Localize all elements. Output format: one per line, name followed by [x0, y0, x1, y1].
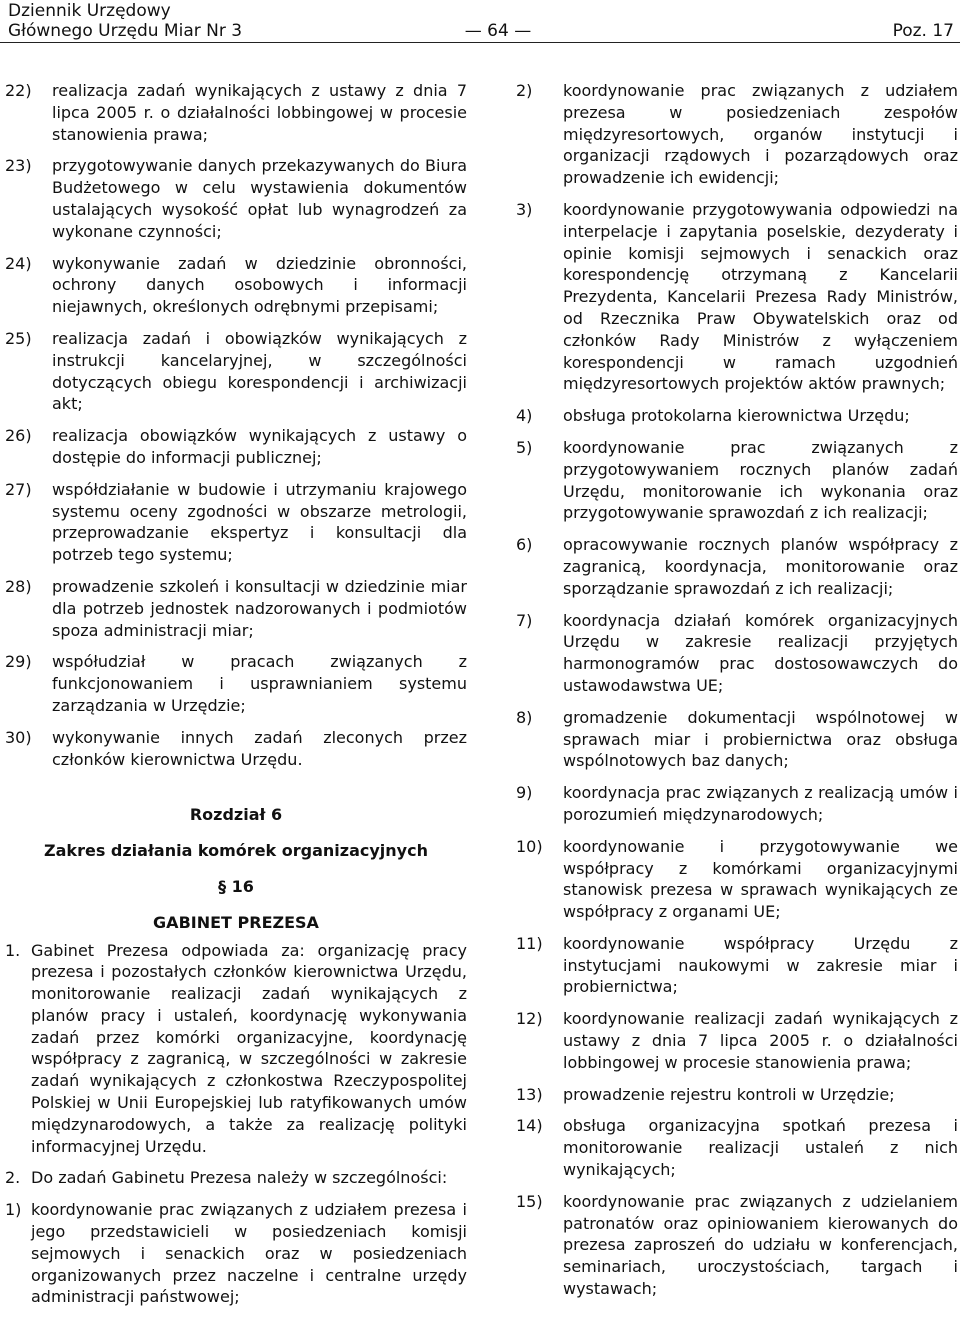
list-item: [516, 933, 958, 998]
item-text: przygotowywanie danych przekazywanych do Biura Budżetowego w celu wystawienia dokumentów ustalających wysokość opłat lub wynagrodzeń za wykonane czynności;: [52, 156, 467, 241]
right-item-list: [516, 80, 958, 1300]
item-text: prowadzenie rejestru kontroli w Urzędzie;: [563, 1084, 895, 1104]
item-text: koordynowanie prac związanych z przygotowywaniem rocznych planów zadań Urzędu, monitorowanie ich wykonania oraz przygotowywanie sprawozdań z ich realizacji;: [563, 437, 958, 523]
list-item: [516, 437, 958, 524]
item-number: 2): [516, 81, 533, 100]
item-number: 13): [516, 1084, 543, 1104]
item-number: 1.: [5, 940, 21, 960]
item-text: opracowywanie rocznych planów współpracy z zagranicą, koordynacja, monitorowanie oraz sporządzanie sprawozdań z ich realizacji;: [563, 535, 958, 598]
list-item: [516, 707, 958, 772]
list-item: [516, 534, 958, 599]
section-number: § 16: [218, 876, 254, 896]
item-text: koordynowanie przygotowywania odpowiedzi na interpelacje i zapytania poselskie, dezyderaty i opinie komisji sejmowych i senackich oraz korespondencję otrzymaną z Kancelarii Prezydenta, Kancelarii Prezesa Rady Ministrów, od Rzecznika Praw Obywatelskich oraz od członków Rady Ministrów z wyłączeniem korespondencji w ramach uzgodnień międzyresortowych projektów aktów prawnych;: [563, 199, 958, 394]
list-item: [5, 727, 467, 771]
chapter-subtitle: Zakres działania komórek organizacyjnych: [44, 841, 428, 861]
item-number: 8): [516, 707, 533, 727]
item-text: koordynowanie i przygotowywanie we współpracy z komórkami organizacyjnymi stanowisk prezesa w sprawach wynikających ze współpracy z organami UE;: [563, 836, 958, 922]
item-number: 10): [516, 836, 543, 856]
item-text: koordynowanie realizacji zadań wynikających z ustawy z dnia 7 lipca 2005 r. o działalności lobbingowej w procesie stanowienia prawa;: [563, 1009, 958, 1072]
item-number: 4): [516, 406, 533, 426]
list-item: [516, 1115, 958, 1180]
item-text: gromadzenie dokumentacji wspólnotowej w sprawach miar i probiernictwa oraz obsługa wspólnotowych baz danych;: [563, 707, 958, 771]
item-text: koordynacja działań komórek organizacyjnych Urzędu w zakresie realizacji przyjętych harmonogramów prac dostosowawczych do ustawodawstwa UE;: [563, 610, 958, 695]
unit-title: GABINET PREZESA: [153, 912, 319, 932]
header-divider: [0, 42, 960, 43]
item-number: 29): [5, 652, 32, 672]
list-item: [516, 405, 958, 427]
item-text: współudział w pracach związanych z funkcjonowaniem i usprawnianiem systemu zarządzania w Urzędzie;: [52, 652, 467, 715]
journal-title-line1: Dziennik Urzędowy: [8, 1, 171, 21]
item-number: 22): [5, 81, 32, 100]
list-item: [5, 479, 467, 566]
item-number: 15): [516, 1191, 543, 1211]
paragraph-list: [5, 940, 467, 1190]
list-item: [516, 80, 958, 189]
item-text: realizacja zadań i obowiązków wynikających z instrukcji kancelaryjnej, w szczególności dotyczących obiegu korespondencji i archiwizacji akt;: [52, 328, 467, 414]
left-column: [5, 80, 467, 1318]
item-text: Do zadań Gabinetu Prezesa należy w szczególności:: [31, 1168, 448, 1188]
item-number: 26): [5, 426, 32, 446]
item-text: realizacja zadań wynikających z ustawy z dnia 7 lipca 2005 r. o działalności lobbingowej w procesie stanowienia prawa;: [52, 81, 467, 144]
item-number: 14): [516, 1116, 543, 1136]
item-number: 5): [516, 437, 533, 457]
list-item: [5, 576, 467, 641]
right-column: [516, 80, 958, 1310]
item-text: koordynacja prac związanych z realizacją umów i porozumień międzynarodowych;: [563, 783, 958, 824]
page-number: — 64 —: [464, 21, 532, 41]
list-item: [5, 425, 467, 469]
position-number: Poz. 17: [892, 21, 954, 41]
list-item: [516, 1191, 958, 1300]
item-number: 30): [5, 727, 32, 747]
list-item: [5, 155, 467, 242]
item-number: 1): [5, 1200, 22, 1220]
item-number: 12): [516, 1009, 543, 1029]
item-text: koordynowanie prac związanych z udzielaniem patronatów oraz opiniowaniem kierowanych do prezesa zaproszeń do udziału w konferencjach, seminariach, uroczystościach, targach i wystawach;: [563, 1191, 958, 1299]
item-text: prowadzenie szkoleń i konsultacji w dziedzinie miar dla potrzeb jednostek nadzorowanych i podmiotów spoza administracji miar;: [52, 576, 467, 640]
left-item-list: [5, 80, 467, 770]
journal-title-line2: Głównego Urzędu Miar Nr 3: [8, 21, 243, 41]
page-header: [8, 0, 954, 42]
item-text: obsługa protokolarna kierownictwa Urzędu;: [563, 406, 910, 426]
item-number: 23): [5, 156, 32, 176]
chapter-title: Rozdział 6: [189, 805, 283, 825]
item-text: obsługa organizacyjna spotkań prezesa i monitorowanie realizacji ustaleń z nich wynikających;: [563, 1116, 958, 1180]
list-item: [5, 1199, 467, 1308]
item-number: 27): [5, 479, 32, 499]
item-text: koordynowanie prac związanych z udziałem prezesa i jego przedstawicieli w posiedzeniach komisji sejmowych i senackich oraz w posiedzeniach organizowanych przez naczelne i centralne urzędy administracji państwowej;: [31, 1200, 467, 1307]
item-number: 28): [5, 576, 32, 596]
item-text: wykonywanie zadań w dziedzinie obronności, ochrony danych osobowych i informacji niejawnych, określonych odrębnymi przepisami;: [52, 253, 467, 317]
list-item: [516, 199, 958, 395]
list-item: [5, 80, 467, 145]
list-item: [516, 1084, 958, 1106]
item-number: 25): [5, 328, 32, 348]
item-text: koordynowanie prac związanych z udziałem prezesa w posiedzeniach zespołów międzyresortowych, organów instytucji i organizacji rządowych i pozarządowych oraz prowadzenie ich ewidencji;: [563, 81, 958, 188]
list-item: [5, 1167, 467, 1189]
item-number: 3): [516, 199, 533, 219]
list-item: [516, 782, 958, 826]
item-number: 11): [516, 933, 543, 953]
list-item: [5, 253, 467, 318]
item-number: 6): [516, 535, 533, 555]
list-item: [516, 610, 958, 697]
list-item: [5, 940, 467, 1158]
item-text: koordynowanie współpracy Urzędu z instytucjami naukowymi w zakresie miar i probiernictwa;: [563, 933, 958, 997]
item-text: realizacja obowiązków wynikających z ustawy o dostępie do informacji publicznej;: [52, 426, 467, 467]
item-text: Gabinet Prezesa odpowiada za: organizację pracy prezesa i pozostałych członków kierownictwa Urzędu, monitorowanie realizacji zadań wynikających z planów pracy i ustaleń, koordynację wykonywania zadań przez komórki organizacyjne, koordynację współpracy z zagranicą, w szczególności w zakresie zadań wynikających z członkostwa Rzeczypospolitej Polskiej w Unii Europejskiej lub ratyfikowanych umów międzynarodowych, a także za realizację polityki informacyjnej Urzędu.: [31, 940, 467, 1156]
item-number: 9): [516, 783, 533, 803]
item-number: 24): [5, 253, 32, 273]
list-item: [516, 836, 958, 923]
list-item: [5, 651, 467, 716]
sub-item-list: [5, 1199, 467, 1308]
list-item: [516, 1008, 958, 1073]
item-text: wykonywanie innych zadań zleconych przez członków kierownictwa Urzędu.: [52, 727, 467, 769]
list-item: [5, 328, 467, 415]
item-text: współdziałanie w budowie i utrzymaniu krajowego systemu oceny zgodności w obszarze metrologii, przeprowadzanie ekspertyz i konsultacji dla potrzeb tego systemu;: [52, 479, 467, 565]
item-number: 7): [516, 610, 533, 630]
item-number: 2.: [5, 1168, 21, 1188]
